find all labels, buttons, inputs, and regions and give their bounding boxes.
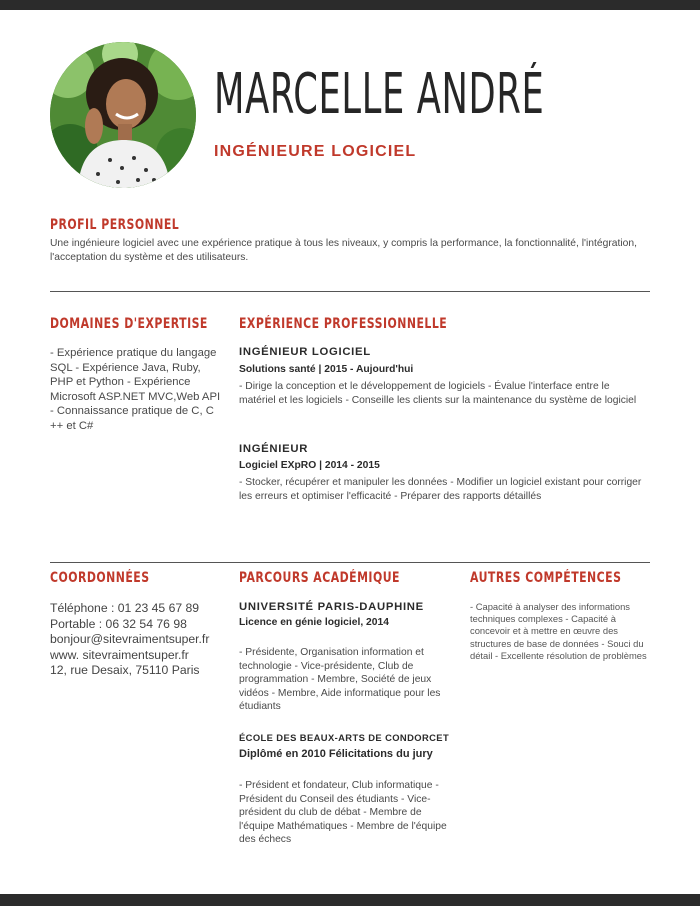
school-name: ÉCOLE DES BEAUX-ARTS DE CONDORCET (239, 732, 450, 743)
job-description: - Stocker, récupérer et manipuler les données - Modifier un logiciel existant pour corriger les erreurs et optimiser l'efficacité - Préparer des rapports détaillés (239, 477, 642, 502)
divider (50, 562, 650, 563)
divider (50, 291, 650, 292)
contact-website: www. sitevraimentsuper.fr (50, 647, 189, 662)
experience-section-title: EXPÉRIENCE PROFESSIONNELLE (239, 316, 448, 332)
school-activities: - Présidente, Organisation information et technologie - Vice-présidente, Club de programmation - Membre, Société de jeux vidéos - Membre, Aide informatique pour les étudiants (239, 647, 441, 712)
school-name: UNIVERSITÉ PARIS-DAUPHINE (239, 601, 424, 613)
contact-mobile: Portable : 06 32 54 76 98 (50, 616, 187, 631)
job-role: INGÉNIEUR LOGICIEL (239, 346, 371, 358)
job-description: - Dirige la conception et le développement de logiciels - Évalue l'interface entre le matériel et les logiciels - Conseille les clients sur la maintenance du système de logiciel (239, 381, 637, 406)
job-company: Solutions santé | 2015 - Aujourd'hui (239, 364, 414, 375)
skills-section-title: AUTRES COMPÉTENCES (470, 570, 622, 586)
bottom-bar (0, 894, 700, 906)
contact-section-title: COORDONNÉES (50, 570, 150, 586)
education-section-title: PARCOURS ACADÉMIQUE (239, 570, 400, 586)
job-role: INGÉNIEUR (239, 443, 309, 455)
job-company: Logiciel EXpRO | 2014 - 2015 (239, 460, 380, 471)
expertise-section-title: DOMAINES D'EXPERTISE (50, 316, 208, 332)
profile-section-title: PROFIL PERSONNEL (50, 217, 180, 233)
profile-photo-image (50, 42, 196, 188)
profile-photo (50, 42, 196, 188)
contact-block (50, 601, 230, 679)
expertise-text: - Expérience pratique du langage SQL - Expérience Java, Ruby, PHP et Python - Expérience Microsoft ASP.NET MVC,Web API - Connaissance pratique de C, C ++ et C# (50, 347, 221, 432)
top-bar (0, 0, 700, 10)
school-activities: - Président et fondateur, Club informatique - Président du Conseil des étudiants - Vice-président du club de débat - Membre de l'équipe Mathématiques - Membre de l'équipe des échecs (239, 780, 447, 845)
profile-text: Une ingénieure logiciel avec une expérience pratique à tous les niveaux, y compris la performance, la fonctionnalité, l'intégration, l'acceptation du système et des utilisateurs. (50, 238, 637, 263)
skills-text: - Capacité à analyser des informations techniques complexes - Capacité à concevoir et à mettre en œuvre des structures de base de données - Souci du détail - Excellente résolution de problèmes (470, 601, 647, 661)
job-title: INGÉNIEURE LOGICIEL (214, 143, 417, 160)
contact-address: 12, rue Desaix, 75110 Paris (50, 663, 200, 678)
contact-email: bonjour@sitevraimentsuper.fr (50, 632, 210, 647)
contact-phone: Téléphone : 01 23 45 67 89 (50, 601, 200, 615)
school-degree: Diplômé en 2010 Félicitations du jury (239, 748, 433, 760)
candidate-name: MARCELLE ANDRÉ (214, 62, 545, 127)
school-degree: Licence en génie logiciel, 2014 (239, 617, 389, 628)
